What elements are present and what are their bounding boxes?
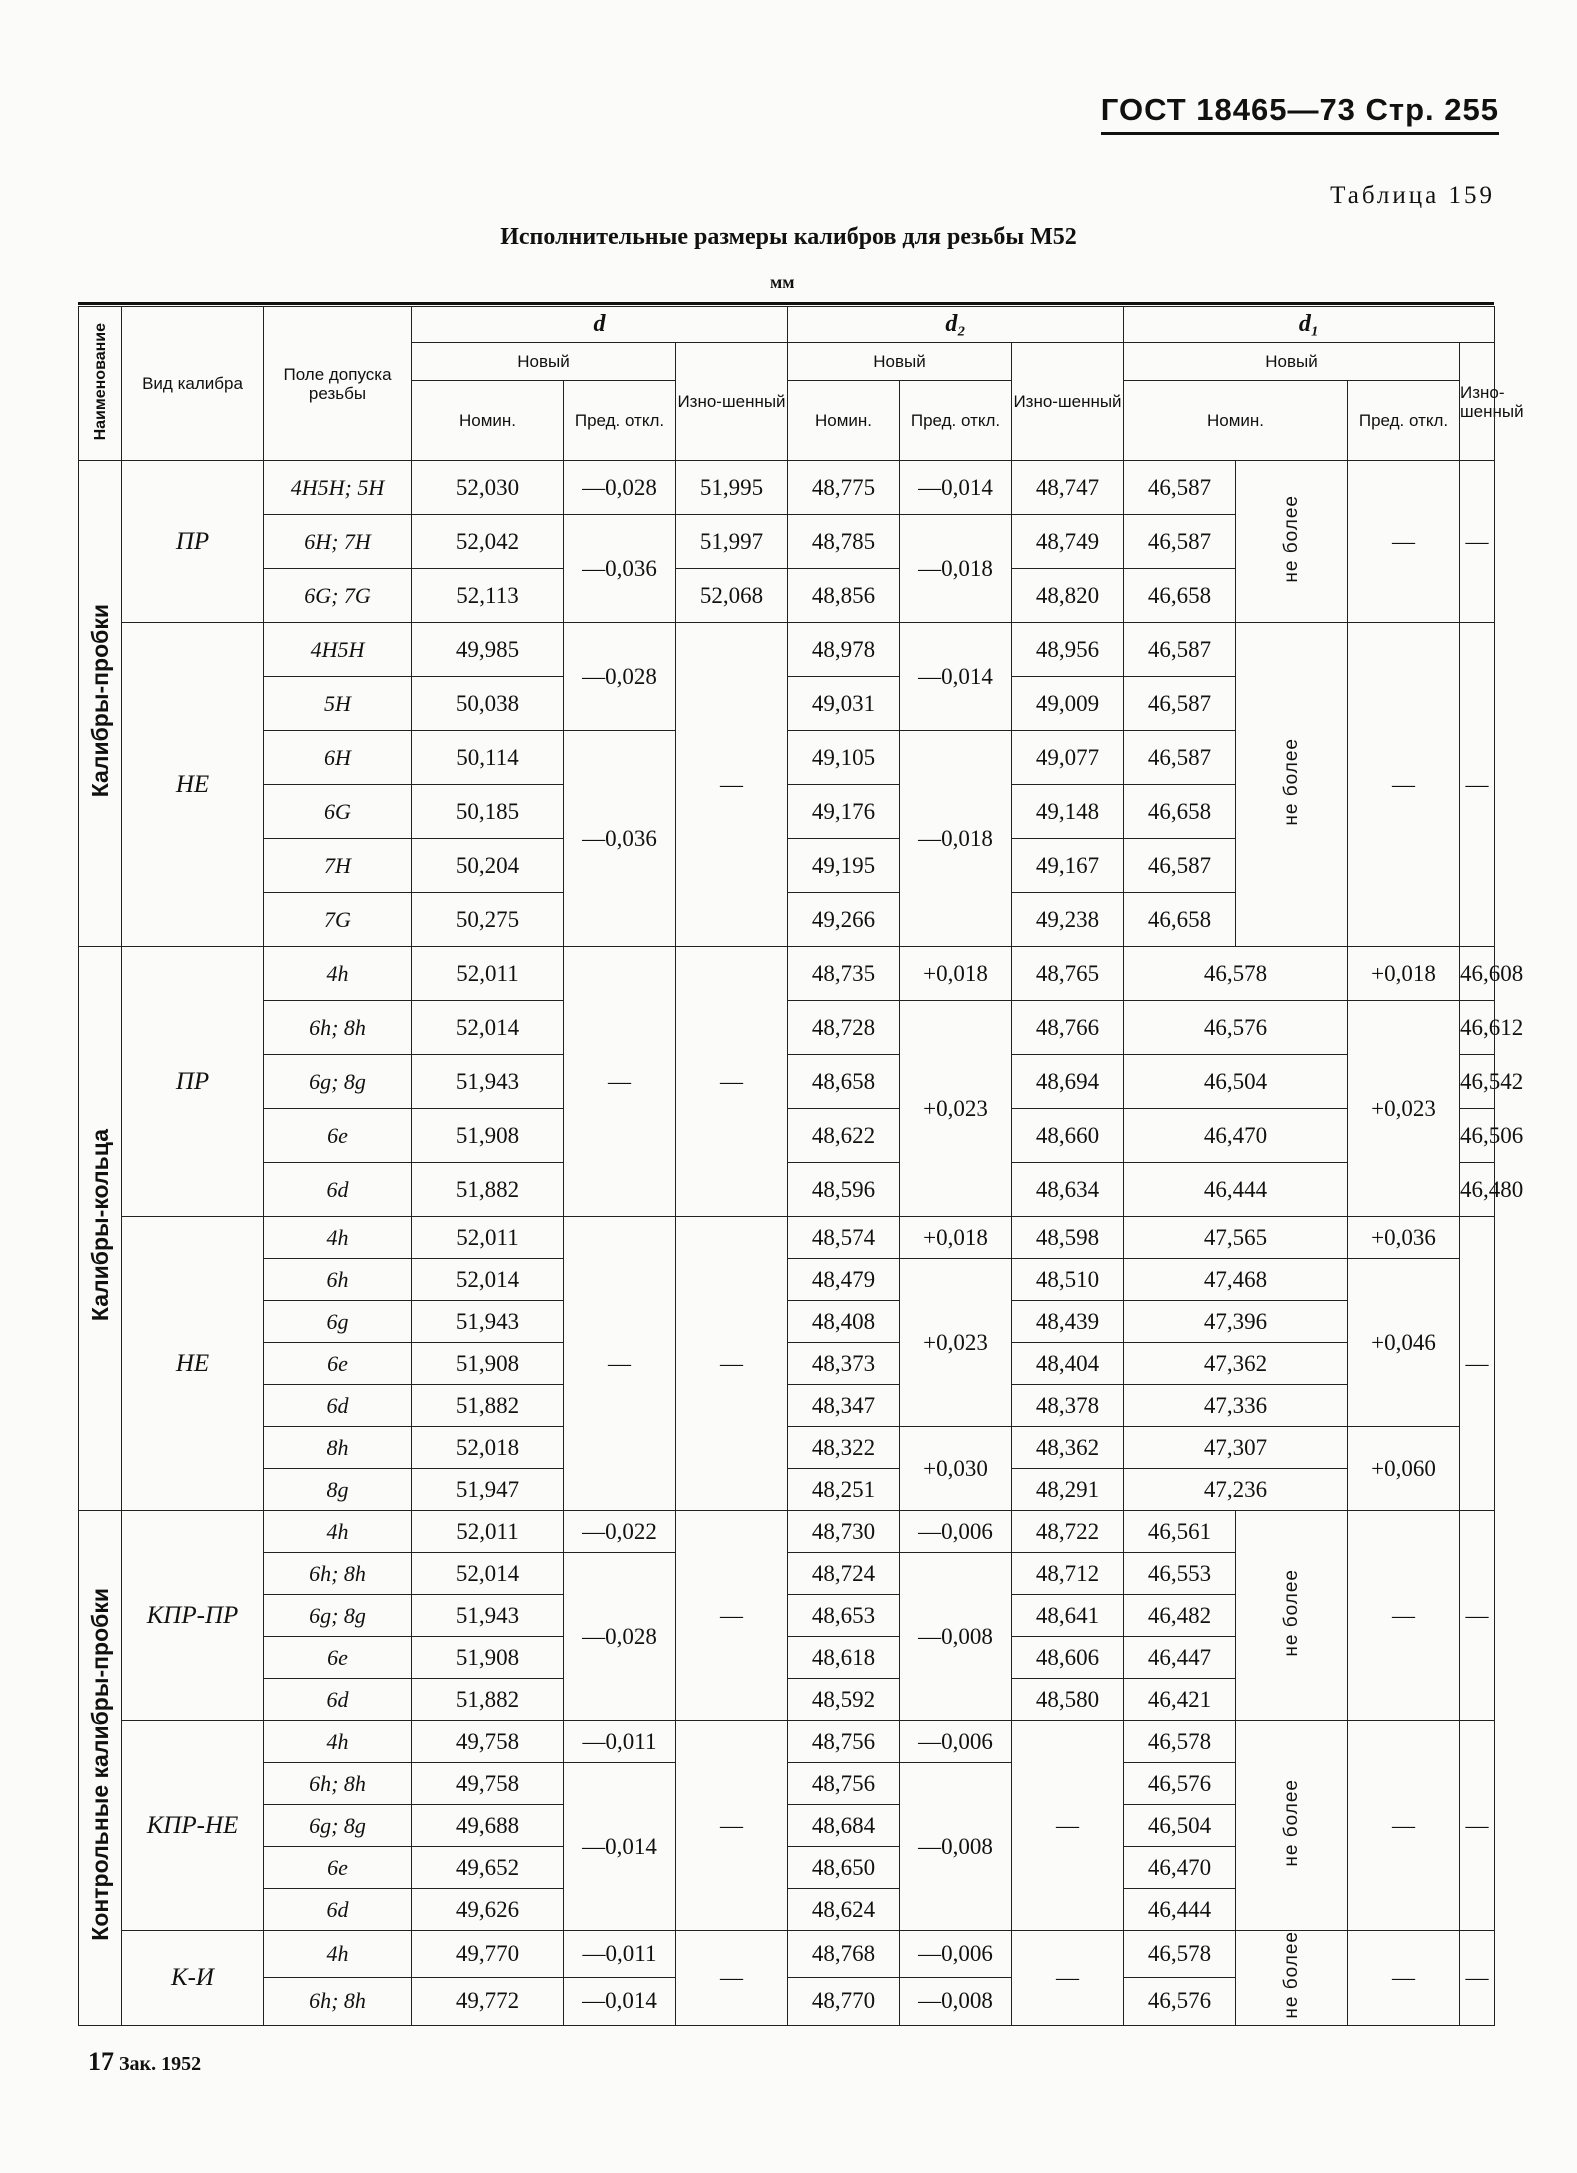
field-cell: 4h <box>264 1721 412 1763</box>
d1-dev-cell: +0,023 <box>1348 1001 1460 1217</box>
d2-nom-cell: 48,251 <box>788 1469 900 1511</box>
unit-label: мм <box>770 272 795 292</box>
d1-worn-cell: — <box>1460 461 1495 623</box>
field-cell: 7H <box>264 839 412 893</box>
field-cell: 6d <box>264 1679 412 1721</box>
d2-nom-cell: 48,479 <box>788 1259 900 1301</box>
d-nom-cell: 51,882 <box>412 1163 564 1217</box>
d2-nom-cell: 48,596 <box>788 1163 900 1217</box>
d-dev-cell: —0,028 <box>564 1553 676 1721</box>
d2-worn-cell: 48,598 <box>1012 1217 1124 1259</box>
d-nom-cell: 49,985 <box>412 623 564 677</box>
d-nom-cell: 49,770 <box>412 1931 564 1978</box>
d2-nom-cell: 48,756 <box>788 1763 900 1805</box>
d-nom-cell: 49,688 <box>412 1805 564 1847</box>
field-cell: 6G <box>264 785 412 839</box>
d1-nom-cell: 46,578 <box>1124 947 1348 1001</box>
d2-nom-cell: 48,624 <box>788 1889 900 1931</box>
d2-dev-cell: —0,018 <box>900 515 1012 623</box>
d1-dev-cell: — <box>1348 1511 1460 1721</box>
col-name-header: Наименование <box>79 307 122 461</box>
d1-worn-cell: 46,608 <box>1460 947 1495 1001</box>
field-cell: 4h <box>264 1217 412 1259</box>
kind-cell: ПР <box>122 461 264 623</box>
d1-nom-cell: 46,561 <box>1124 1511 1236 1553</box>
d2-nom-cell: 48,730 <box>788 1511 900 1553</box>
field-cell: 6e <box>264 1847 412 1889</box>
d2-nom-cell: 48,658 <box>788 1055 900 1109</box>
d2-worn-cell: 49,009 <box>1012 677 1124 731</box>
field-cell: 8g <box>264 1469 412 1511</box>
d2-dev-cell: —0,014 <box>900 623 1012 731</box>
d2-worn-cell: 48,510 <box>1012 1259 1124 1301</box>
d2-worn-cell: 48,712 <box>1012 1553 1124 1595</box>
col-d2-header: d₂ <box>788 307 1124 343</box>
note-cell: не более <box>1236 1511 1348 1721</box>
d-nom-cell: 49,626 <box>412 1889 564 1931</box>
d2-nom-cell: 48,785 <box>788 515 900 569</box>
d2-worn-cell: 48,404 <box>1012 1343 1124 1385</box>
d-dev-cell: —0,014 <box>564 1763 676 1931</box>
d-nom-cell: 49,758 <box>412 1721 564 1763</box>
d1-dev-cell: +0,036 <box>1348 1217 1460 1259</box>
d-worn-cell: — <box>676 623 788 947</box>
d1-dev-header: Пред. откл. <box>1348 381 1460 461</box>
field-cell: 6d <box>264 1163 412 1217</box>
d2-dev-cell: +0,023 <box>900 1001 1012 1217</box>
table-title: Исполнительные размеры калибров для резьбы М52 <box>500 224 1077 250</box>
d1-nom-cell: 46,504 <box>1124 1055 1348 1109</box>
d2-dev-cell: +0,018 <box>900 947 1012 1001</box>
d-worn-cell: 51,995 <box>676 461 788 515</box>
d2-nom-cell: 48,408 <box>788 1301 900 1343</box>
d1-nom-cell: 46,587 <box>1124 839 1236 893</box>
d2-dev-cell: —0,008 <box>900 1553 1012 1721</box>
d2-nom-cell: 48,770 <box>788 1978 900 2025</box>
d1-nom-cell: 46,576 <box>1124 1001 1348 1055</box>
d1-worn-cell: — <box>1460 1511 1495 1721</box>
d2-nom-cell: 48,768 <box>788 1931 900 1978</box>
note-cell: не более <box>1236 1931 1348 2026</box>
d1-worn-cell: — <box>1460 1931 1495 2026</box>
field-cell: 4H5H <box>264 623 412 677</box>
category-cell: Калибры-пробки <box>79 461 122 947</box>
d1-nom-cell: 46,587 <box>1124 677 1236 731</box>
d2-nom-cell: 48,347 <box>788 1385 900 1427</box>
d1-nom-cell: 46,578 <box>1124 1721 1236 1763</box>
d2-worn-cell: 48,747 <box>1012 461 1124 515</box>
d2-nom-cell: 48,856 <box>788 569 900 623</box>
d2-nom-cell: 49,195 <box>788 839 900 893</box>
d2-worn-cell: — <box>1012 1931 1124 2026</box>
d-nom-cell: 52,113 <box>412 569 564 623</box>
field-cell: 4h <box>264 947 412 1001</box>
d1-nom-header: Номин. <box>1124 381 1348 461</box>
page-header: ГОСТ 18465—73 Стр. 255 <box>1101 92 1499 135</box>
d2-nom-cell: 48,592 <box>788 1679 900 1721</box>
d1-nom-cell: 46,587 <box>1124 515 1236 569</box>
d1-nom-cell: 46,587 <box>1124 623 1236 677</box>
field-cell: 6h; 8h <box>264 1001 412 1055</box>
category-cell: Калибры-кольца <box>79 947 122 1511</box>
d1-nom-cell: 46,587 <box>1124 731 1236 785</box>
d-nom-cell: 51,943 <box>412 1301 564 1343</box>
d2-nom-cell: 48,735 <box>788 947 900 1001</box>
d1-nom-cell: 46,421 <box>1124 1679 1236 1721</box>
d-nom-cell: 50,185 <box>412 785 564 839</box>
d1-dev-cell: — <box>1348 1931 1460 2026</box>
d2-worn-header: Изно-шенный <box>1012 343 1124 461</box>
d2-nom-cell: 48,618 <box>788 1637 900 1679</box>
d2-nom-cell: 48,322 <box>788 1427 900 1469</box>
d-nom-cell: 52,014 <box>412 1259 564 1301</box>
d1-nom-cell: 47,468 <box>1124 1259 1348 1301</box>
d2-nom-cell: 48,775 <box>788 461 900 515</box>
d-nom-header: Номин. <box>412 381 564 461</box>
d2-worn-cell: 48,820 <box>1012 569 1124 623</box>
d2-worn-cell: 49,077 <box>1012 731 1124 785</box>
d2-worn-cell: 48,722 <box>1012 1511 1124 1553</box>
d-nom-cell: 51,882 <box>412 1385 564 1427</box>
kind-cell: ПР <box>122 947 264 1217</box>
field-cell: 4H5H; 5H <box>264 461 412 515</box>
d-nom-cell: 52,011 <box>412 1511 564 1553</box>
d1-worn-header: Изно-шенный <box>1460 343 1495 461</box>
d1-nom-cell: 46,576 <box>1124 1763 1236 1805</box>
d2-nom-cell: 48,653 <box>788 1595 900 1637</box>
d1-nom-cell: 46,587 <box>1124 461 1236 515</box>
d1-nom-cell: 47,307 <box>1124 1427 1348 1469</box>
d1-nom-cell: 46,658 <box>1124 893 1236 947</box>
d-new-header: Новый <box>412 343 676 381</box>
note-cell: не более <box>1236 1721 1348 1931</box>
d-nom-cell: 51,908 <box>412 1109 564 1163</box>
calibers-table <box>78 306 1524 2026</box>
d2-dev-cell: +0,023 <box>900 1259 1012 1427</box>
footer-page-number: 17 <box>88 2047 114 2076</box>
d1-dev-cell: +0,060 <box>1348 1427 1460 1511</box>
d1-nom-cell: 46,658 <box>1124 785 1236 839</box>
d1-worn-cell: 46,542 <box>1460 1055 1495 1109</box>
d1-dev-cell: +0,018 <box>1348 947 1460 1001</box>
d2-dev-cell: —0,014 <box>900 461 1012 515</box>
d-nom-cell: 50,038 <box>412 677 564 731</box>
field-cell: 6h <box>264 1259 412 1301</box>
field-cell: 4h <box>264 1931 412 1978</box>
field-cell: 6H <box>264 731 412 785</box>
kind-cell: НЕ <box>122 623 264 947</box>
d2-dev-header: Пред. откл. <box>900 381 1012 461</box>
d1-nom-cell: 47,362 <box>1124 1343 1348 1385</box>
d-nom-cell: 50,204 <box>412 839 564 893</box>
d-nom-cell: 52,030 <box>412 461 564 515</box>
d2-nom-cell: 48,574 <box>788 1217 900 1259</box>
note-cell: не более <box>1236 623 1348 947</box>
d1-nom-cell: 46,482 <box>1124 1595 1236 1637</box>
d-nom-cell: 51,943 <box>412 1595 564 1637</box>
d1-nom-cell: 46,444 <box>1124 1163 1348 1217</box>
col-field-header: Поле допуска резьбы <box>264 307 412 461</box>
field-cell: 7G <box>264 893 412 947</box>
category-cell: Контрольные калибры-пробки <box>79 1511 122 2026</box>
d2-dev-cell: +0,018 <box>900 1217 1012 1259</box>
d2-worn-cell: 48,956 <box>1012 623 1124 677</box>
field-cell: 4h <box>264 1511 412 1553</box>
field-cell: 6h; 8h <box>264 1978 412 2025</box>
d-nom-cell: 49,652 <box>412 1847 564 1889</box>
d2-worn-cell: 48,291 <box>1012 1469 1124 1511</box>
d2-nom-cell: 49,176 <box>788 785 900 839</box>
d2-nom-cell: 48,373 <box>788 1343 900 1385</box>
top-rule <box>78 302 1494 305</box>
d1-worn-cell: — <box>1460 623 1495 947</box>
d1-new-header: Новый <box>1124 343 1460 381</box>
d2-worn-cell: 49,238 <box>1012 893 1124 947</box>
field-cell: 8h <box>264 1427 412 1469</box>
field-cell: 6h; 8h <box>264 1763 412 1805</box>
kind-cell: КПР-НЕ <box>122 1721 264 1931</box>
d-nom-cell: 52,011 <box>412 947 564 1001</box>
field-cell: 6h; 8h <box>264 1553 412 1595</box>
d2-dev-cell: —0,006 <box>900 1931 1012 1978</box>
d2-nom-cell: 49,031 <box>788 677 900 731</box>
d-dev-cell: — <box>564 947 676 1217</box>
d2-worn-cell: 48,378 <box>1012 1385 1124 1427</box>
note-cell: не более <box>1236 461 1348 623</box>
d2-worn-cell: — <box>1012 1721 1124 1931</box>
field-cell: 5H <box>264 677 412 731</box>
d-nom-cell: 51,882 <box>412 1679 564 1721</box>
d1-nom-cell: 46,553 <box>1124 1553 1236 1595</box>
d-dev-cell: —0,011 <box>564 1931 676 1978</box>
d-nom-cell: 52,014 <box>412 1553 564 1595</box>
d2-nom-cell: 48,728 <box>788 1001 900 1055</box>
d-worn-cell: — <box>676 1931 788 2026</box>
field-cell: 6e <box>264 1343 412 1385</box>
d1-nom-cell: 46,447 <box>1124 1637 1236 1679</box>
col-kind-header: Вид калибра <box>122 307 264 461</box>
d1-nom-cell: 46,444 <box>1124 1889 1236 1931</box>
d1-dev-cell: +0,046 <box>1348 1259 1460 1427</box>
d2-dev-cell: —0,008 <box>900 1978 1012 2025</box>
field-cell: 6g; 8g <box>264 1595 412 1637</box>
d2-nom-cell: 48,978 <box>788 623 900 677</box>
kind-cell: НЕ <box>122 1217 264 1511</box>
d1-nom-cell: 46,504 <box>1124 1805 1236 1847</box>
d-dev-cell: —0,014 <box>564 1978 676 2025</box>
d1-worn-cell: 46,612 <box>1460 1001 1495 1055</box>
d1-worn-cell: — <box>1460 1721 1495 1931</box>
field-cell: 6H; 7H <box>264 515 412 569</box>
field-cell: 6d <box>264 1385 412 1427</box>
d-nom-cell: 50,114 <box>412 731 564 785</box>
d-nom-cell: 52,011 <box>412 1217 564 1259</box>
d2-worn-cell: 48,606 <box>1012 1637 1124 1679</box>
d-dev-cell: —0,028 <box>564 461 676 515</box>
d-worn-header: Изно-шенный <box>676 343 788 461</box>
d2-nom-cell: 49,266 <box>788 893 900 947</box>
d-nom-cell: 51,908 <box>412 1343 564 1385</box>
d-nom-cell: 49,772 <box>412 1978 564 2025</box>
d-nom-cell: 50,275 <box>412 893 564 947</box>
kind-cell: К-И <box>122 1931 264 2026</box>
d2-worn-cell: 48,694 <box>1012 1055 1124 1109</box>
d-worn-cell: 51,997 <box>676 515 788 569</box>
d-nom-cell: 51,947 <box>412 1469 564 1511</box>
d1-nom-cell: 46,658 <box>1124 569 1236 623</box>
field-cell: 6G; 7G <box>264 569 412 623</box>
d1-worn-cell: 46,480 <box>1460 1163 1495 1217</box>
field-cell: 6e <box>264 1637 412 1679</box>
kind-cell: КПР-ПР <box>122 1511 264 1721</box>
d-worn-cell: — <box>676 1217 788 1511</box>
d-nom-cell: 52,018 <box>412 1427 564 1469</box>
d-worn-cell: — <box>676 1721 788 1931</box>
d2-dev-cell: —0,006 <box>900 1511 1012 1553</box>
d-dev-cell: —0,011 <box>564 1721 676 1763</box>
d2-dev-cell: —0,018 <box>900 731 1012 947</box>
d-worn-cell: — <box>676 1511 788 1721</box>
d1-nom-cell: 46,578 <box>1124 1931 1236 1978</box>
d2-worn-cell: 48,765 <box>1012 947 1124 1001</box>
d2-worn-cell: 48,660 <box>1012 1109 1124 1163</box>
d2-worn-cell: 48,580 <box>1012 1679 1124 1721</box>
d2-worn-cell: 49,167 <box>1012 839 1124 893</box>
d-dev-cell: —0,036 <box>564 515 676 623</box>
d2-dev-cell: +0,030 <box>900 1427 1012 1511</box>
d2-worn-cell: 48,749 <box>1012 515 1124 569</box>
d1-nom-cell: 47,565 <box>1124 1217 1348 1259</box>
d2-dev-cell: —0,008 <box>900 1763 1012 1931</box>
d2-nom-cell: 48,756 <box>788 1721 900 1763</box>
d1-dev-cell: — <box>1348 461 1460 623</box>
field-cell: 6g; 8g <box>264 1805 412 1847</box>
d2-worn-cell: 48,641 <box>1012 1595 1124 1637</box>
d1-worn-cell: — <box>1460 1217 1495 1511</box>
d1-nom-cell: 46,576 <box>1124 1978 1236 2025</box>
d2-worn-cell: 48,634 <box>1012 1163 1124 1217</box>
d2-new-header: Новый <box>788 343 1012 381</box>
d-worn-cell: — <box>676 947 788 1217</box>
footer-order: Зак. 1952 <box>119 2053 202 2075</box>
d1-dev-cell: — <box>1348 1721 1460 1931</box>
d1-nom-cell: 47,236 <box>1124 1469 1348 1511</box>
col-d-header: d <box>412 307 788 343</box>
d-dev-cell: —0,022 <box>564 1511 676 1553</box>
d2-nom-cell: 48,650 <box>788 1847 900 1889</box>
d1-dev-cell: — <box>1348 623 1460 947</box>
d-nom-cell: 52,014 <box>412 1001 564 1055</box>
field-cell: 6g; 8g <box>264 1055 412 1109</box>
d1-nom-cell: 46,470 <box>1124 1109 1348 1163</box>
d-nom-cell: 51,908 <box>412 1637 564 1679</box>
d2-nom-cell: 49,105 <box>788 731 900 785</box>
table-number: Таблица 159 <box>1330 182 1495 209</box>
col-d1-header: d₁ <box>1124 307 1495 343</box>
d-dev-header: Пред. откл. <box>564 381 676 461</box>
d2-dev-cell: —0,006 <box>900 1721 1012 1763</box>
d-dev-cell: — <box>564 1217 676 1511</box>
field-cell: 6e <box>264 1109 412 1163</box>
d-nom-cell: 51,943 <box>412 1055 564 1109</box>
d2-nom-cell: 48,724 <box>788 1553 900 1595</box>
d1-nom-cell: 47,396 <box>1124 1301 1348 1343</box>
d2-worn-cell: 48,362 <box>1012 1427 1124 1469</box>
page-footer <box>88 2047 201 2077</box>
d2-worn-cell: 48,439 <box>1012 1301 1124 1343</box>
d2-worn-cell: 48,766 <box>1012 1001 1124 1055</box>
d2-worn-cell: 49,148 <box>1012 785 1124 839</box>
d1-nom-cell: 47,336 <box>1124 1385 1348 1427</box>
field-cell: 6g <box>264 1301 412 1343</box>
d-worn-cell: 52,068 <box>676 569 788 623</box>
d2-nom-header: Номин. <box>788 381 900 461</box>
field-cell: 6d <box>264 1889 412 1931</box>
d1-worn-cell: 46,506 <box>1460 1109 1495 1163</box>
d-dev-cell: —0,028 <box>564 623 676 731</box>
d1-nom-cell: 46,470 <box>1124 1847 1236 1889</box>
d-nom-cell: 49,758 <box>412 1763 564 1805</box>
d-nom-cell: 52,042 <box>412 515 564 569</box>
d2-nom-cell: 48,622 <box>788 1109 900 1163</box>
d-dev-cell: —0,036 <box>564 731 676 947</box>
d2-nom-cell: 48,684 <box>788 1805 900 1847</box>
